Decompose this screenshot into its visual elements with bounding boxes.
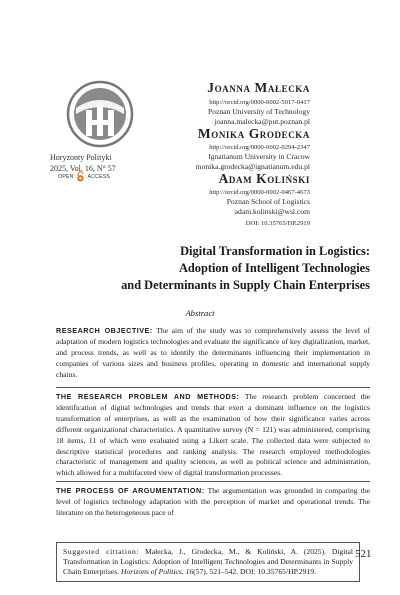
section-text: The research problem concerned the identification of digital technologies and trends that exert a dominant influence on the logistics transformation of enterprises, as well as the examination of how their significance varies across different organizational characteristics. A quantitative survey (N = 121) was administered, comprising 18 items, 11 of which were evaluated using a Likert scale. The collected data were subjected to descriptive statistical procedures and ranking analysis. The research employed methodologies characteristic of management and quality sciences, as well as political science and administration, which allowed for a multifaceted view of digital transformation processes. <box>56 392 371 478</box>
open-access-access: ACCESS <box>87 173 111 180</box>
title-line: Digital Transformation in Logistics: <box>180 244 370 258</box>
doi[interactable]: DOI: 10.35765/HP.2919 <box>245 220 310 227</box>
abstract-label: Abstract <box>185 308 215 318</box>
author-email[interactable]: adam.kolinski@wsl.com <box>234 207 310 216</box>
section-text: The argumentation was grounded in comparing the level of logistics technology adaptation with the perception of market and operational trends. The literature on the heterogeneous pace of <box>56 486 370 517</box>
citation-text: Małecka, J., Grodecka, M., & Koliński, A. (2025). Digital Transformation in Logistics: Adoption of Intelligent Technologies and Determinants in Supply Chain Enterprises. <box>63 547 354 576</box>
author-name: Joanna Małecka <box>207 80 310 95</box>
suggested-citation-box <box>56 542 360 582</box>
journal-issue: 2025, Vol. 16, N° 57 <box>50 164 116 173</box>
author-name: Monika Grodecka <box>197 126 310 141</box>
title-line: Adoption of Intelligent Technologies <box>178 261 370 275</box>
section-divider <box>56 387 370 388</box>
title-line: and Determinants in Supply Chain Enterprises <box>121 278 370 292</box>
author-orcid[interactable]: http://orcid.org/0000-0002-5017-0417 <box>209 99 310 106</box>
section-heading: RESEARCH OBJECTIVE: <box>56 326 153 335</box>
section-heading: THE RESEARCH PROBLEM AND METHODS: <box>56 392 240 401</box>
section-problem-methods <box>56 392 370 479</box>
journal-logo-icon <box>66 80 134 148</box>
journal-name: Horyzonty Polityki <box>50 153 112 162</box>
section-research-objective <box>56 326 370 381</box>
author-name: Adam Koliński <box>218 171 310 186</box>
author-affiliation: Ignatianum University in Cracow <box>208 152 310 161</box>
author-email[interactable]: monika.grodecka@ignatianum.edu.pl <box>195 162 310 171</box>
section-argumentation <box>56 486 370 519</box>
author-orcid[interactable]: http://orcid.org/0000-0002-0467-4673 <box>209 189 310 196</box>
author-email[interactable]: joanna.malecka@put.poznan.pl <box>214 117 310 126</box>
citation-tail: (57), 521–542. DOI: 10.35765/HP.2919. <box>193 567 316 576</box>
open-access-open: OPEN <box>58 173 74 180</box>
author-affiliation: Poznan University of Technology <box>207 107 310 116</box>
section-divider <box>56 481 370 482</box>
open-lock-icon <box>76 171 85 182</box>
page-number: 521 <box>355 548 372 560</box>
author-affiliation: Poznan School of Logistics <box>226 197 310 206</box>
author-orcid[interactable]: http://orcid.org/0000-0002-0294-2347 <box>209 144 310 151</box>
paper-title <box>90 243 370 294</box>
citation-label: Suggested cittation: <box>63 547 140 556</box>
open-access-badge <box>58 171 110 182</box>
section-text: The aim of the study was to comprehensively assess the level of adaptation of modern logistics technologies and evaluate the significance of key digitalization, market, and process trends, as well as to identify the determinants influencing their implementation in companies of various sizes and business profiles, operating in domestic and international supply chains. <box>56 326 370 379</box>
citation-journal: Horizons of Politics, 16 <box>121 567 194 576</box>
section-heading: THE PROCESS OF ARGUMENTATION: <box>56 486 205 495</box>
